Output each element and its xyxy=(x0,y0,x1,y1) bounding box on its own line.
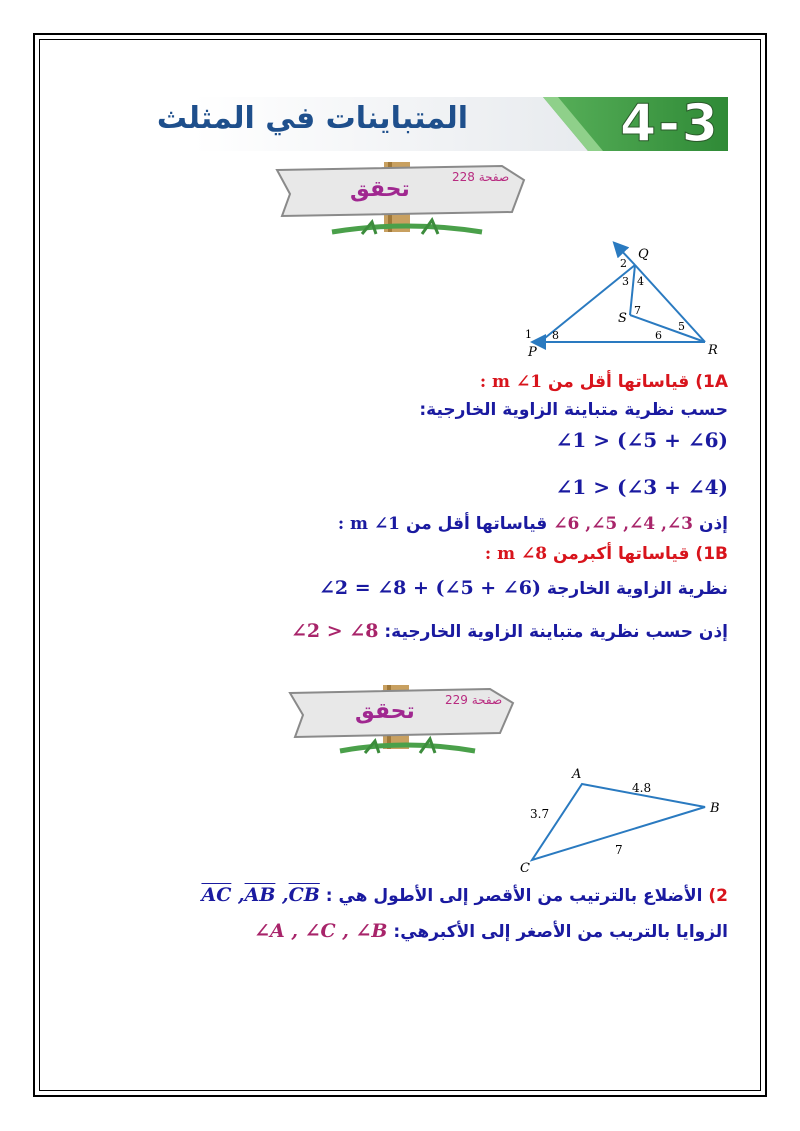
heading-text: قياساتها أكبرمن xyxy=(552,544,690,564)
angle-label-6: 6 xyxy=(655,329,662,342)
heading-math: m ∠8 : xyxy=(484,544,548,564)
sides-text: الأضلاع بالترتيب من الأقصر إلى الأطول هي : xyxy=(325,886,703,906)
inequality-1: ∠1 > (∠5 + ∠6) xyxy=(555,428,728,452)
angles-text: الزوايا بالتريب من الأصغر إلى الأكبرهي: xyxy=(393,922,728,942)
angle-label-3: 3 xyxy=(622,275,629,288)
check-sign-1 xyxy=(272,160,540,238)
conclusion-text: قياساتها أقل من xyxy=(405,514,548,534)
conclusion-text: إذن حسب نظرية متباينة الزاوية الخارجية: xyxy=(384,622,728,642)
part-2-sides xyxy=(201,884,728,906)
vertex-label-c: C xyxy=(520,861,530,876)
heading-text: قياساتها أقل من xyxy=(547,372,690,392)
part-1a-conclusion xyxy=(338,514,728,534)
page-reference: صفحة 228 xyxy=(452,170,510,184)
angle-label-4: 4 xyxy=(637,275,644,288)
equation-math: ∠2 = ∠8 + (∠5 + ∠6) xyxy=(318,577,541,599)
theorem-statement: حسب نظرية متباينة الزاوية الخارجية: xyxy=(419,400,728,420)
sides-order: $\overline{AC}$ $,\overline{AB}$ $,\overline{CB}$ xyxy=(201,884,320,906)
side-cb: $\overline{CB}$ xyxy=(288,884,320,906)
lesson-banner xyxy=(156,94,728,154)
vertex-label-s: S xyxy=(618,311,627,326)
angle-label-1: 1 xyxy=(525,328,532,341)
check-sign-2 xyxy=(285,683,525,755)
check-label: تحقق xyxy=(355,699,415,724)
side-ab-length: 4.8 xyxy=(632,781,652,795)
vertex-label-b: B xyxy=(710,801,720,816)
heading-math: m ∠1 : xyxy=(479,372,543,392)
inequality-2: ∠1 > (∠3 + ∠4) xyxy=(555,475,728,499)
vertex-label-p: P xyxy=(528,345,537,360)
angle-label-5: 5 xyxy=(678,320,685,333)
part-number: 1B) xyxy=(695,544,728,564)
conclusion-math: ∠2 > ∠8 xyxy=(291,620,379,642)
lesson-title: المتباينات في المثلث xyxy=(156,101,468,136)
conclusion-math: m ∠1 : xyxy=(337,514,401,534)
angle-label-2: 2 xyxy=(620,257,627,270)
part-1a-heading xyxy=(480,372,728,392)
vertex-label-q: Q xyxy=(638,247,649,262)
figure-triangle-abc xyxy=(520,762,730,877)
page-reference: صفحة 229 xyxy=(445,693,503,707)
part-1b-heading xyxy=(485,544,728,564)
angles-order: ∠A , ∠C , ∠B xyxy=(254,920,388,942)
part-1b-equation xyxy=(319,577,728,599)
vertex-label-a: A xyxy=(572,767,582,782)
part-1b-conclusion xyxy=(291,620,728,642)
angle-label-8: 8 xyxy=(552,329,559,342)
conclusion-prefix: إذن xyxy=(698,514,728,534)
part-number: 1A) xyxy=(695,372,728,392)
part-2-angles xyxy=(254,920,728,942)
equation-text: نظرية الزاوية الخارجة xyxy=(546,579,728,599)
side-cb-length: 7 xyxy=(615,843,623,857)
part-number: 2) xyxy=(708,886,728,906)
side-ac-length: 3.7 xyxy=(530,807,550,821)
angle-label-7: 7 xyxy=(634,304,641,317)
vertex-label-r: R xyxy=(708,343,718,358)
side-ac: $\overline{AC}$ xyxy=(201,884,232,906)
conclusion-angles: ∠6 ,∠5 ,∠4 ,∠3 xyxy=(553,514,694,534)
figure-triangle-pqr xyxy=(500,240,735,365)
side-ab: $\overline{AB}$ xyxy=(244,884,276,906)
check-label: تحقق xyxy=(350,177,410,202)
lesson-number: 4-3 xyxy=(620,94,720,154)
